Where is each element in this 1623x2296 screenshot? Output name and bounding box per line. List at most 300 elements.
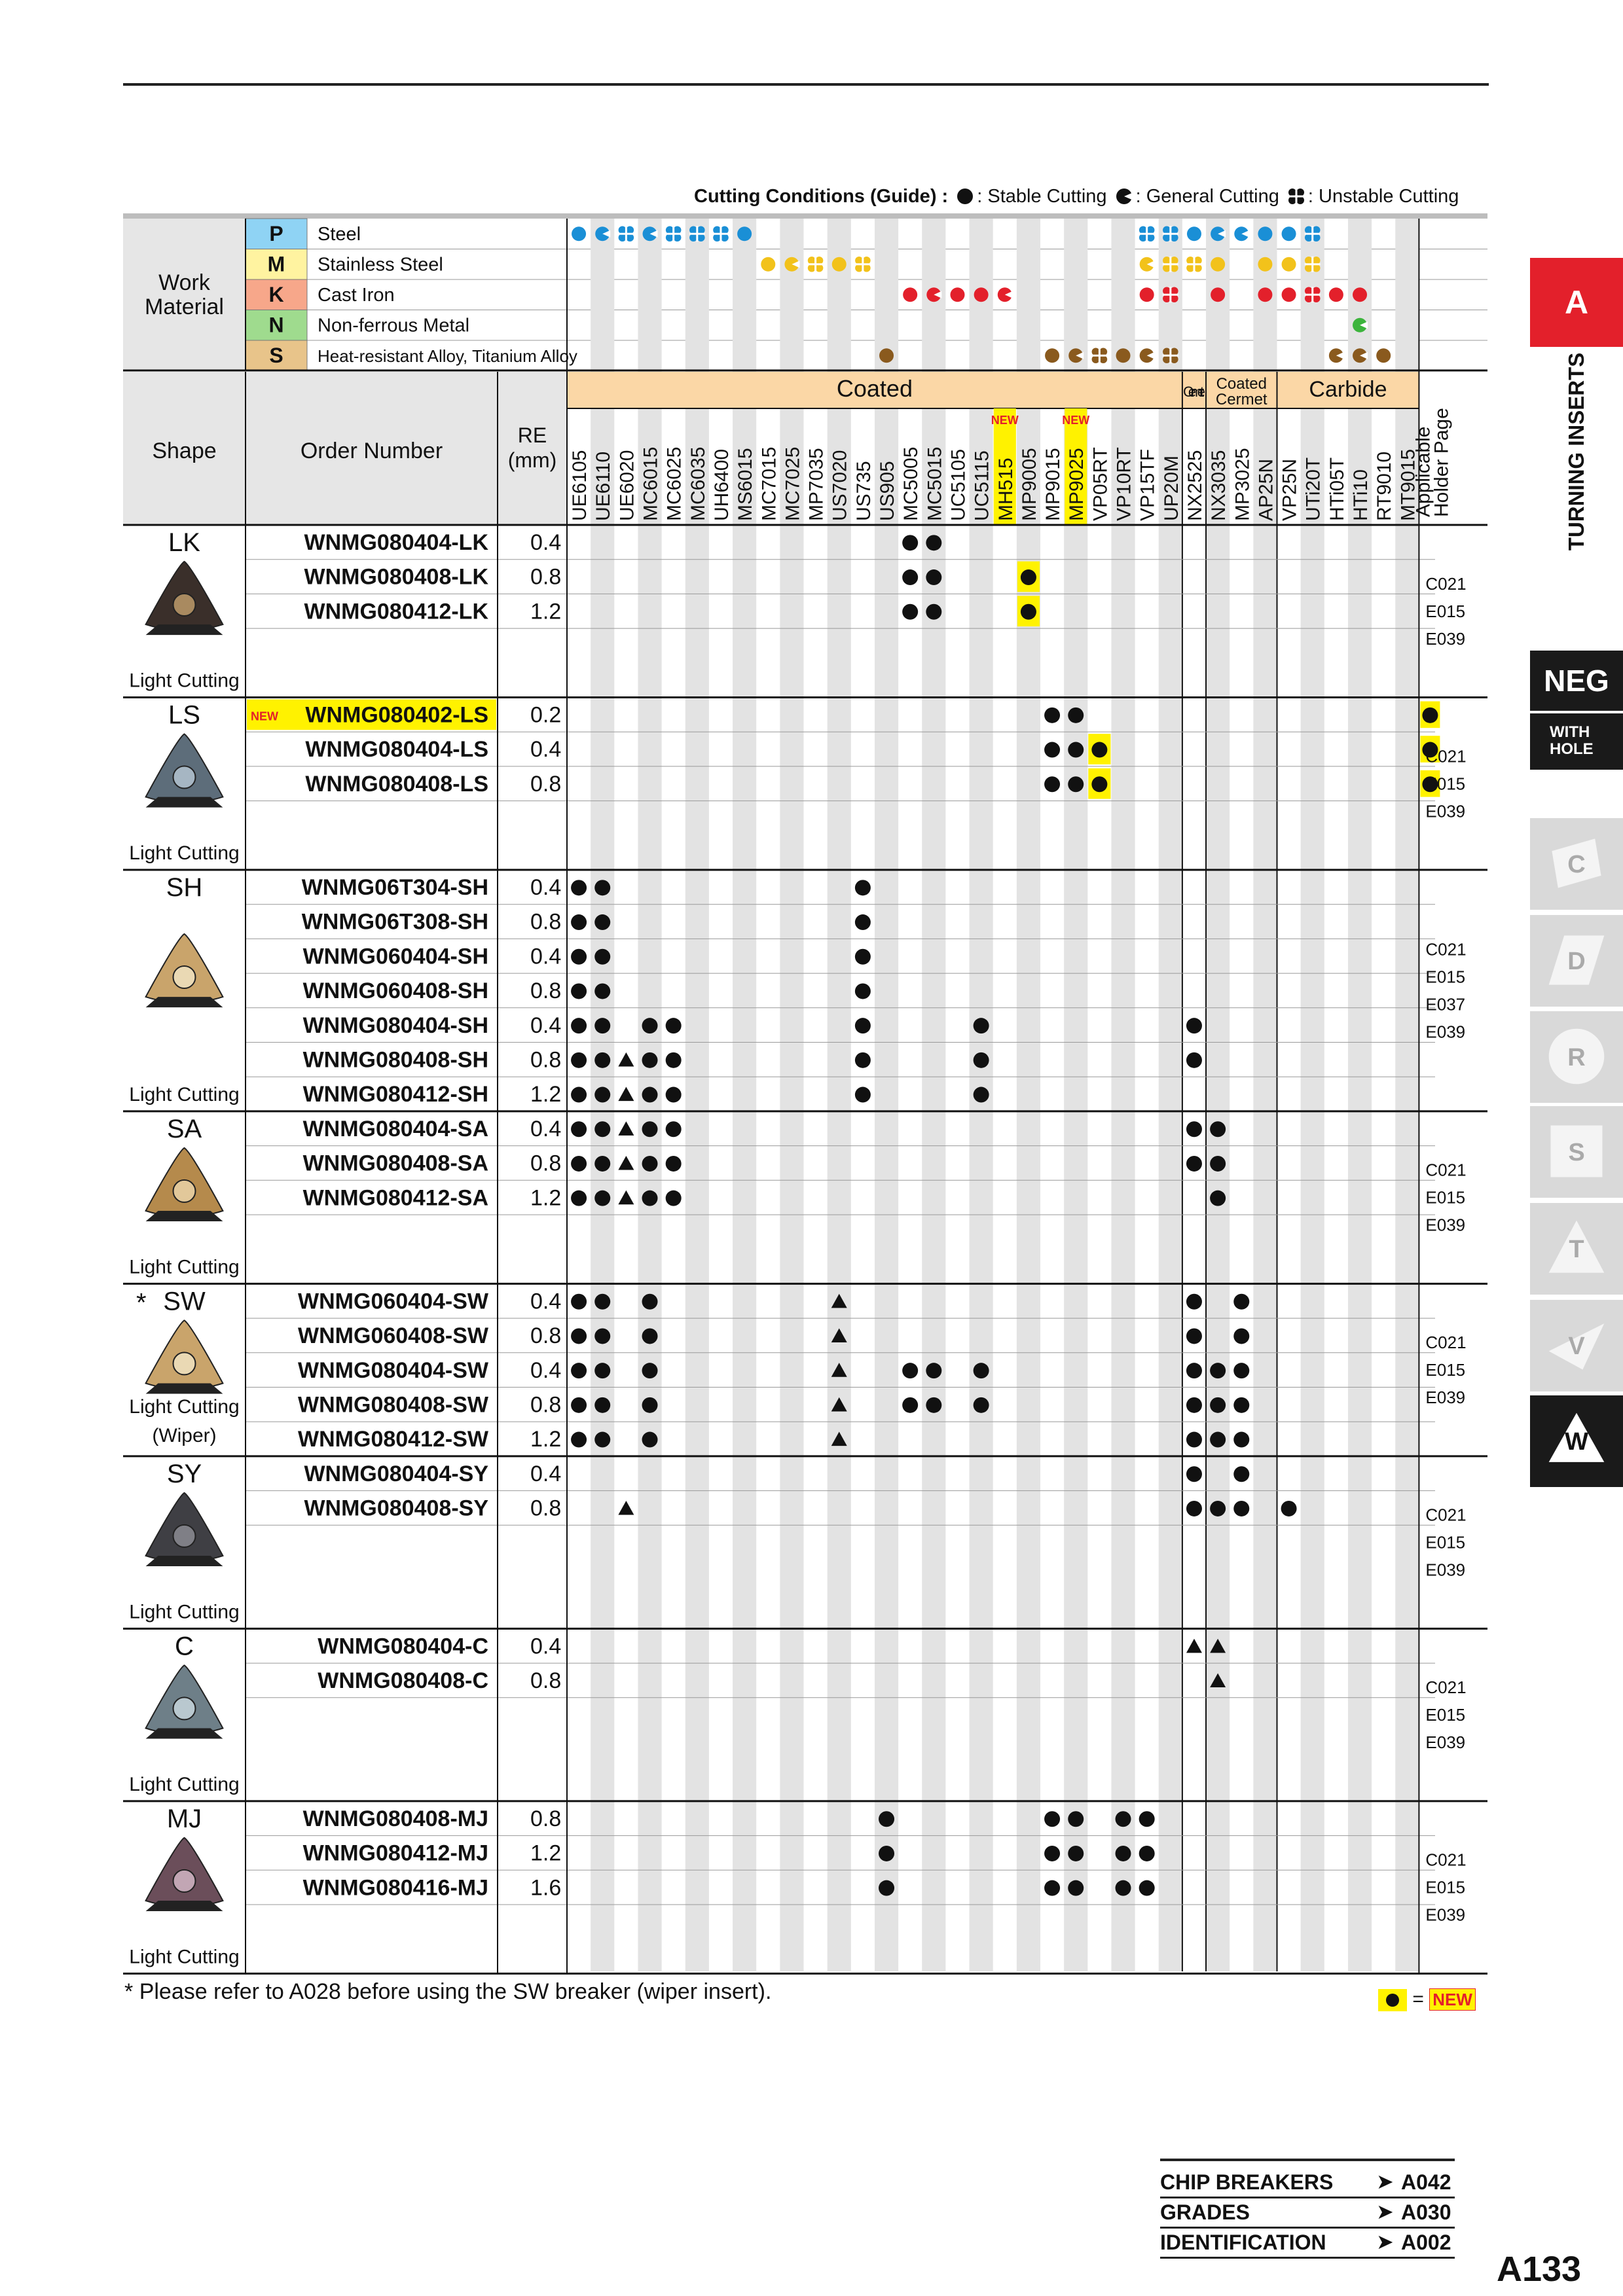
stable-cutting-icon: [879, 1811, 894, 1827]
holder-page: E015: [1425, 774, 1466, 794]
stable-cutting-icon: [571, 1432, 587, 1448]
breaker-name: SH: [166, 873, 203, 902]
legend-title: Cutting Conditions (Guide) :: [694, 186, 949, 207]
tab-with-hole-line1: WITH: [1550, 723, 1590, 741]
section-tab-a[interactable]: A: [1530, 258, 1623, 347]
stable-cutting-icon: [571, 1018, 587, 1033]
stable-cutting-icon: [571, 949, 587, 965]
new-legend-badge: NEW: [1429, 1988, 1476, 2011]
re-value: 0.8: [530, 1151, 562, 1176]
xref-row[interactable]: [1160, 2168, 1455, 2198]
tab-with-hole[interactable]: [1530, 713, 1623, 770]
stable-cutting-icon: [1210, 1501, 1226, 1516]
order-number: WNMG060404-SH: [302, 944, 488, 969]
new-badge: NEW: [1062, 414, 1090, 427]
re-value: 0.8: [530, 1323, 562, 1349]
holder-page: C021: [1425, 1333, 1467, 1353]
grade-name: UTi20T: [1302, 457, 1324, 521]
unstable-triangle-icon: [1186, 1639, 1202, 1653]
holder-page: C021: [1425, 1505, 1467, 1525]
holder-page: E039: [1425, 1560, 1466, 1580]
order-number: WNMG060408-SW: [298, 1323, 488, 1349]
insert-hole-icon: [173, 1180, 196, 1202]
order-number: WNMG080408-SY: [304, 1496, 488, 1521]
holder-header: Holder Page: [1431, 408, 1453, 517]
stable-cutting-icon: [1210, 1191, 1226, 1206]
stable-cutting-icon: [1091, 776, 1107, 792]
grade-name: MT9015: [1397, 448, 1419, 521]
stable-cutting-icon: [855, 983, 871, 999]
legend-general: : General Cutting: [1135, 186, 1279, 207]
xref-label: GRADES: [1160, 2200, 1250, 2224]
shape-tab-t[interactable]: [1530, 1203, 1623, 1295]
grade-name: VP15TF: [1137, 448, 1159, 521]
insert-side-icon: [146, 1384, 223, 1394]
stable-cutting-icon: [974, 1087, 989, 1103]
insert-side-icon: [146, 624, 223, 635]
application-label: Light Cutting: [129, 1083, 240, 1105]
stable-cutting-icon: [902, 1363, 918, 1378]
grade-name: VP05RT: [1089, 447, 1112, 521]
shape-tab-label: D: [1567, 948, 1586, 975]
insert-hole-icon: [173, 1525, 196, 1547]
grade-name: MH515: [994, 457, 1017, 521]
turning-inserts-label-wrap: [1530, 353, 1623, 550]
application-label: Light Cutting: [129, 670, 240, 692]
re-value: 1.2: [530, 599, 562, 624]
stable-cutting-icon: [594, 1052, 610, 1068]
stable-cutting-icon: [1210, 1121, 1226, 1137]
unstable-triangle-icon: [618, 1156, 634, 1170]
xref-page: A002: [1401, 2231, 1451, 2254]
re-value: 0.4: [530, 1357, 562, 1383]
stable-cutting-icon: [1116, 1811, 1131, 1827]
stable-cutting-icon: [642, 1363, 658, 1378]
stable-cutting-icon: [1045, 348, 1059, 363]
stable-cutting-icon: [926, 1397, 941, 1413]
stable-cutting-icon: [594, 914, 610, 930]
holder-page: E039: [1425, 1022, 1466, 1042]
stable-cutting-icon: [1210, 1397, 1226, 1413]
grade-name: MC6015: [640, 446, 662, 521]
stable-cutting-icon: [571, 914, 587, 930]
stable-cutting-icon: [1282, 226, 1296, 241]
order-number: WNMG080404-SA: [302, 1116, 488, 1141]
xref-row[interactable]: [1160, 2228, 1455, 2259]
stable-cutting-icon: [594, 1363, 610, 1378]
holder-page: E015: [1425, 967, 1466, 987]
xref-top-rule: [1160, 2159, 1455, 2161]
unstable-gap: [689, 233, 705, 235]
grade-name: HTi05T: [1326, 457, 1348, 521]
new-badge: NEW: [991, 414, 1019, 427]
stable-cutting-icon: [1186, 1052, 1202, 1068]
holder-page: E015: [1425, 1360, 1466, 1380]
order-number: WNMG080412-MJ: [302, 1840, 488, 1866]
grade-name: NX2525: [1184, 450, 1206, 521]
order-number: WNMG080412-SA: [302, 1185, 488, 1211]
breaker-name: SY: [166, 1459, 202, 1488]
stable-cutting-icon: [666, 1018, 682, 1033]
application-label: Light Cutting: [129, 1395, 240, 1418]
stable-cutting-icon: [1210, 1363, 1226, 1378]
stable-cutting-icon: [594, 1156, 610, 1172]
stable-cutting-icon: [666, 1156, 682, 1172]
stable-cutting-icon: [1044, 1811, 1060, 1827]
footnote: [124, 1979, 771, 2005]
footnote-text: Please refer to A028 before using the SW breaker (wiper insert).: [139, 1979, 772, 2004]
grade-name: RT9010: [1374, 451, 1396, 521]
stable-cutting-icon: [1068, 1846, 1084, 1861]
stable-cutting-icon: [855, 1052, 871, 1068]
stable-cutting-icon: [572, 226, 586, 241]
order-number: WNMG080408-LS: [305, 771, 488, 797]
new-badge: NEW: [251, 709, 278, 723]
stable-cutting-icon: [1068, 1880, 1084, 1896]
insert-side-icon: [146, 1556, 223, 1566]
grade-name: MP3025: [1231, 448, 1254, 521]
stable-cutting-icon: [1186, 1501, 1202, 1516]
shape-tab-d[interactable]: [1530, 915, 1623, 1007]
holder-page: E039: [1425, 1732, 1466, 1753]
grade-name: MC7015: [758, 446, 780, 521]
material-name: Cast Iron: [318, 285, 395, 306]
stable-cutting-icon: [571, 1294, 587, 1310]
order-number: WNMG080404-SH: [302, 1013, 488, 1038]
order-number: WNMG080404-LS: [305, 737, 488, 762]
footnote-star: *: [124, 1979, 134, 2004]
stable-cutting-icon: [879, 1846, 894, 1861]
material-code: M: [267, 252, 285, 276]
unstable-gap: [713, 233, 729, 235]
stable-cutting-icon: [594, 1432, 610, 1448]
insert-hole-icon: [173, 1352, 196, 1374]
re-value: 0.4: [530, 1116, 562, 1141]
stable-cutting-icon: [879, 1880, 894, 1896]
insert-hole-icon: [173, 766, 196, 789]
stable-cutting-icon: [571, 1052, 587, 1068]
application-label: Light Cutting: [129, 1256, 240, 1278]
holder-page: E015: [1425, 1877, 1466, 1897]
material-code: P: [269, 222, 283, 245]
order-number: WNMG080408-SH: [302, 1047, 488, 1073]
stable-cutting-icon: [1186, 1328, 1202, 1344]
stable-cutting-icon: [1186, 1397, 1202, 1413]
stable-cutting-icon: [855, 1018, 871, 1033]
shape-tab-label: S: [1568, 1139, 1585, 1166]
shape-tab-s[interactable]: [1530, 1106, 1623, 1198]
holder-page: C021: [1425, 1677, 1467, 1698]
group-header: Cermet: [1182, 384, 1205, 400]
order-number: WNMG080412-LK: [304, 599, 488, 624]
holder-page: E015: [1425, 601, 1466, 621]
grade-name: US905: [877, 461, 899, 521]
order-number: WNMG080412-SW: [298, 1427, 488, 1452]
xref-page: A030: [1401, 2200, 1451, 2224]
stable-cutting-icon: [1282, 257, 1296, 272]
stable-cutting-icon: [666, 1052, 682, 1068]
stable-cutting-icon: [1282, 287, 1296, 302]
shape-tab-c[interactable]: [1530, 818, 1623, 910]
unstable-gap: [1163, 233, 1178, 235]
stable-cutting-icon: [1116, 1880, 1131, 1896]
shape-tab-label: R: [1567, 1044, 1586, 1071]
xref-label: IDENTIFICATION: [1160, 2231, 1326, 2254]
shape-tab-r[interactable]: [1530, 1011, 1623, 1103]
stable-cutting-icon: [1186, 1432, 1202, 1448]
stable-cutting-icon: [1116, 348, 1131, 363]
stable-cutting-icon: [902, 569, 918, 585]
stable-cutting-icon: [1258, 257, 1272, 272]
re-value: 0.8: [530, 1496, 562, 1521]
application-label: (Wiper): [152, 1424, 217, 1446]
application-label: Light Cutting: [129, 842, 240, 864]
order-number: WNMG080404-LK: [304, 530, 488, 555]
stable-cutting-icon: [1044, 1846, 1060, 1861]
stable-cutting-icon: [594, 1397, 610, 1413]
stable-cutting-icon: [1091, 742, 1107, 758]
grade-name: HTi10: [1350, 469, 1372, 521]
stable-cutting-icon: [737, 226, 752, 241]
grade-name: MC6035: [687, 446, 709, 521]
stable-cutting-icon: [1021, 569, 1036, 585]
grade-name: MC7025: [782, 446, 804, 521]
tab-with-hole-line2: HOLE: [1550, 740, 1594, 758]
unstable-gap: [618, 233, 634, 235]
re-unit-header: (mm): [507, 448, 557, 472]
stable-cutting-icon: [1139, 1811, 1155, 1827]
breaker-name: LS: [168, 700, 200, 730]
xref-page: A042: [1401, 2170, 1451, 2194]
grade-name: UE6105: [569, 450, 591, 521]
holder-page: C021: [1425, 1850, 1467, 1870]
shape-tab-v[interactable]: [1530, 1300, 1623, 1391]
stable-cutting-icon: [571, 880, 587, 895]
re-value: 0.4: [530, 737, 562, 762]
stable-cutting-icon: [571, 983, 587, 999]
stable-cutting-icon: [642, 1328, 658, 1344]
grade-name: US7020: [829, 450, 851, 521]
stable-cutting-icon: [1044, 708, 1060, 723]
work-material-label: Work: [158, 270, 210, 295]
stable-cutting-icon: [1329, 287, 1343, 302]
unstable-gap: [855, 263, 871, 265]
material-name: Heat-resistant Alloy, Titanium Alloy: [318, 346, 577, 366]
re-value: 0.8: [530, 978, 562, 1004]
header-top-band: [123, 213, 1487, 219]
order-number: WNMG060404-SW: [298, 1289, 488, 1314]
unstable-gap: [666, 233, 682, 235]
grade-name: UC5105: [947, 448, 970, 521]
arrow-right-icon: ➤: [1376, 2170, 1394, 2193]
grade-name: MC6025: [663, 446, 685, 521]
grade-name: MC5005: [900, 446, 922, 521]
holder-page: E015: [1425, 1532, 1466, 1552]
unstable-triangle-icon: [618, 1087, 634, 1102]
stable-cutting-icon: [1140, 287, 1154, 302]
stable-cutting-icon: [950, 287, 964, 302]
stable-cutting-icon: [902, 1397, 918, 1413]
order-number: WNMG06T308-SH: [301, 909, 488, 935]
grade-name: MC5015: [924, 446, 946, 521]
order-number: WNMG080404-SW: [298, 1357, 488, 1383]
stable-cutting-icon: [832, 257, 847, 272]
stable-cutting-icon: [1376, 348, 1391, 363]
breaker-name: SW: [163, 1287, 206, 1316]
material-name: Steel: [318, 224, 361, 245]
grade-name: MP9015: [1042, 448, 1065, 521]
holder-page: E015: [1425, 1187, 1466, 1208]
stable-cutting-icon: [642, 1191, 658, 1206]
grade-name: AP25N: [1255, 458, 1277, 521]
stable-cutting-icon: [1233, 1501, 1249, 1516]
stable-cutting-icon: [1116, 1846, 1131, 1861]
stable-cutting-icon: [926, 1363, 941, 1378]
stable-cutting-icon: [642, 1087, 658, 1103]
stable-cutting-icon: [1186, 1156, 1202, 1172]
stable-cutting-icon: [571, 1328, 587, 1344]
grade-name: VP25N: [1279, 458, 1301, 521]
stable-cutting-icon: [666, 1087, 682, 1103]
stable-cutting-icon: [642, 1156, 658, 1172]
page-number: A133: [1497, 2250, 1582, 2289]
stable-cutting-icon: [1258, 226, 1272, 241]
stable-cutting-icon: [1233, 1397, 1249, 1413]
re-header: RE: [517, 423, 547, 447]
stable-cutting-icon: [1211, 257, 1225, 272]
stable-cutting-icon: [1186, 1018, 1202, 1033]
re-value: 0.4: [530, 1013, 562, 1038]
order-number: WNMG080408-SA: [302, 1151, 488, 1176]
unstable-gap: [1139, 233, 1155, 235]
stable-cutting-icon: [1186, 1363, 1202, 1378]
re-value: 0.8: [530, 1668, 562, 1694]
stable-cutting-icon: [855, 1087, 871, 1103]
re-value: 0.8: [530, 1806, 562, 1831]
stable-cutting-icon: [594, 1191, 610, 1206]
stable-cutting-icon: [594, 1294, 610, 1310]
unstable-gap: [1163, 355, 1178, 357]
stable-cutting-icon: [1233, 1328, 1249, 1344]
stable-cutting-icon: [855, 914, 871, 930]
stable-cutting-icon: [926, 535, 941, 550]
breaker-name: MJ: [166, 1804, 202, 1833]
holder-page: C021: [1425, 746, 1467, 766]
stable-cutting-icon: [1044, 776, 1060, 792]
unstable-gap: [1091, 355, 1107, 357]
insert-side-icon: [146, 797, 223, 808]
shape-tab-label: T: [1569, 1236, 1584, 1263]
shape-tab-label: W: [1565, 1428, 1588, 1456]
xref-label: CHIP BREAKERS: [1160, 2170, 1334, 2194]
order-number: WNMG080408-LK: [304, 564, 488, 590]
re-value: 1.2: [530, 1082, 562, 1107]
shape-tab-label: V: [1568, 1333, 1585, 1360]
stable-cutting-icon: [1044, 1880, 1060, 1896]
order-number-header: Order Number: [300, 439, 443, 463]
grade-name: VP10RT: [1113, 447, 1135, 521]
stable-cutting-icon: [902, 604, 918, 620]
stable-cutting-icon: [1187, 226, 1201, 241]
stable-cutting-icon: [1186, 1466, 1202, 1482]
re-value: 0.4: [530, 1634, 562, 1659]
unstable-triangle-icon: [618, 1052, 634, 1067]
grade-name: MP7035: [805, 448, 828, 521]
stable-cutting-icon: [855, 949, 871, 965]
unstable-gap: [1163, 294, 1178, 296]
stable-cutting-icon: [1211, 287, 1225, 302]
new-legend-eq: =: [1412, 1988, 1424, 2010]
stable-cutting-icon: [1233, 1363, 1249, 1378]
group-header: Carbide: [1309, 377, 1387, 402]
stable-cutting-icon: [926, 604, 941, 620]
unstable-gap: [1163, 263, 1178, 265]
stable-cutting-icon: [974, 1397, 989, 1413]
stable-cutting-icon: [1068, 742, 1084, 758]
application-label: Light Cutting: [129, 1773, 240, 1795]
holder-page: C021: [1425, 939, 1467, 960]
stable-cutting-icon: [642, 1432, 658, 1448]
shape-tab-w[interactable]: [1530, 1395, 1623, 1487]
material-code: S: [269, 344, 283, 367]
unstable-triangle-icon: [618, 1191, 634, 1205]
stable-cutting-icon: [1422, 708, 1438, 723]
stable-cutting-icon: [1258, 287, 1272, 302]
new-legend: [1378, 1988, 1483, 2012]
order-number: WNMG080404-SY: [304, 1461, 488, 1486]
insert-side-icon: [146, 1211, 223, 1221]
stable-cutting-icon: [1139, 1880, 1155, 1896]
insert-hole-icon: [173, 594, 196, 616]
group-header: Coated: [836, 375, 913, 402]
stable-cutting-icon: [594, 949, 610, 965]
stable-cutting-icon: [879, 348, 894, 363]
order-number: WNMG080404-C: [318, 1634, 488, 1659]
order-number: WNMG080416-MJ: [302, 1875, 488, 1901]
stable-cutting-icon: [902, 535, 918, 550]
re-value: 0.4: [530, 530, 562, 555]
unstable-gap: [1305, 294, 1321, 296]
stable-cutting-icon: [594, 1087, 610, 1103]
stable-cutting-icon: [642, 1018, 658, 1033]
breaker-name: SA: [166, 1114, 202, 1143]
shape-tab-label: C: [1567, 851, 1586, 878]
order-number: WNMG080402-LS: [305, 702, 488, 728]
group-header: Coated: [1216, 375, 1267, 393]
unstable-gap: [1186, 263, 1202, 265]
xref-row[interactable]: [1160, 2198, 1455, 2229]
material-code: N: [268, 313, 284, 337]
holder-page: E039: [1425, 1388, 1466, 1408]
stable-cutting-icon: [594, 1018, 610, 1033]
grade-name: UE6110: [593, 451, 615, 521]
unstable-triangle-icon: [618, 1501, 634, 1515]
stable-cutting-icon: [974, 1018, 989, 1033]
stable-cutting-icon: [1233, 1432, 1249, 1448]
stable-cutting-icon: [1210, 1156, 1226, 1172]
legend-stable: : Stable Cutting: [977, 186, 1107, 207]
grade-name: UE6020: [616, 450, 638, 521]
tab-neg[interactable]: NEG: [1530, 651, 1623, 711]
arrow-right-icon: ➤: [1376, 2230, 1394, 2253]
stable-cutting-icon: [1068, 1811, 1084, 1827]
work-material-label: Material: [145, 295, 224, 319]
holder-header: Applicable: [1412, 426, 1434, 517]
order-number: WNMG080408-SW: [298, 1392, 488, 1418]
holder-page: E039: [1425, 628, 1466, 649]
unstable-gap: [1305, 233, 1321, 235]
stable-cutting-icon: [642, 1121, 658, 1137]
